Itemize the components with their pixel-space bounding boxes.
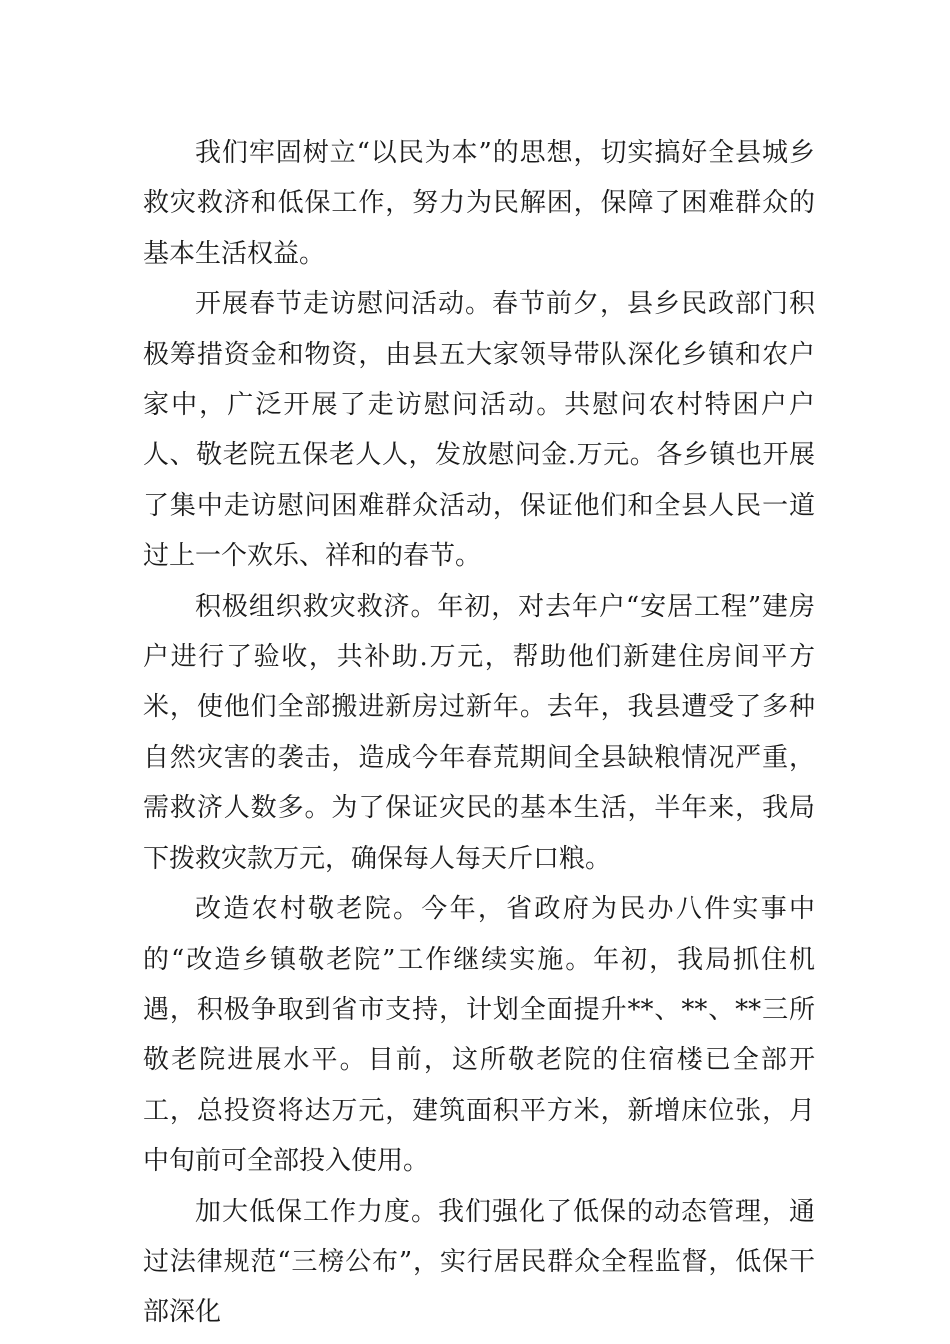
paragraph-nursing-home-renovation: 改造农村敬老院。今年，省政府为民办八件实事中的“改造乡镇敬老院”工作继续实施。年初，我局抓住机遇，积极争取到省市支持，计划全面提升**、**、**三所敬老院进展水平。目前，这所敬老院的住宿楼已全部开工，总投资将达万元，建筑面积平方米，新增床位张，月中旬前可全部投入使用。 — [143, 894, 815, 1177]
paragraph-minimum-living-security: 加大低保工作力度。我们强化了低保的动态管理，通过法律规范“三榜公布”，实行居民群众全程监督，低保干部深化 — [143, 1196, 815, 1328]
document-body — [143, 128, 815, 1338]
paragraph-spring-festival-visits: 开展春节走访慰问活动。春节前夕，县乡民政部门积极筹措资金和物资，由县五大家领导带队深化乡镇和农户家中，广泛开展了走访慰问活动。共慰问农村特困户户人、敬老院五保老人人，发放慰问金.万元。各乡镇也开展了集中走访慰问困难群众活动，保证他们和全县人民一道过上一个欢乐、祥和的春节。 — [143, 289, 815, 572]
paragraph-disaster-relief: 积极组织救灾救济。年初，对去年户“安居工程”建房户进行了验收，共补助.万元，帮助他们新建住房间平方米，使他们全部搬进新房过新年。去年，我县遭受了多种自然灾害的袭击，造成今年春荒期间全县缺粮情况严重，需救济人数多。为了保证灾民的基本生活，半年来，我局下拨救灾款万元，确保每人每天斤口粮。 — [143, 591, 815, 874]
paragraph-intro: 我们牢固树立“以民为本”的思想，切实搞好全县城乡救灾救济和低保工作，努力为民解困，保障了困难群众的基本生活权益。 — [143, 138, 815, 269]
